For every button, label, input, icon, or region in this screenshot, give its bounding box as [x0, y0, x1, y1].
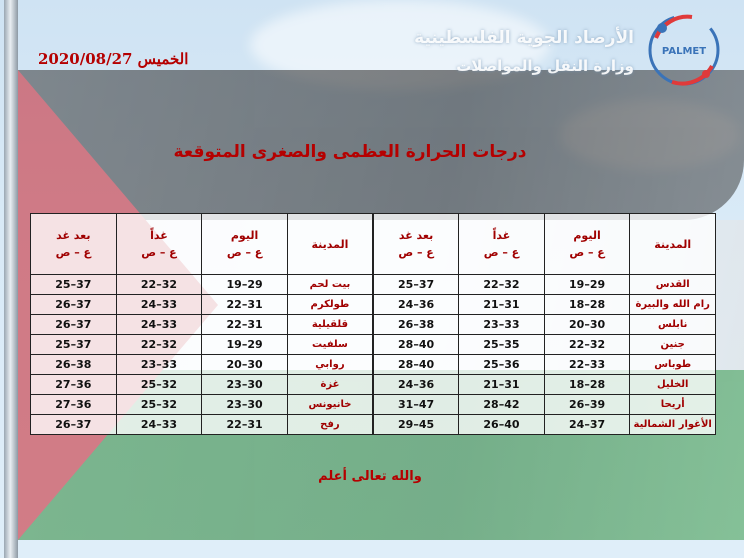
after-tomorrow-temp-cell: 36–24 [373, 375, 459, 395]
after-tomorrow-temp-cell: 37–26 [31, 415, 117, 435]
city-cell: الخليل [630, 375, 716, 395]
table-row [31, 395, 716, 415]
after-tomorrow-temp-cell: 47–31 [373, 395, 459, 415]
after-tomorrow-temp-cell: 37–26 [31, 295, 117, 315]
after-tomorrow-temp-cell: 37–25 [373, 275, 459, 295]
header-after-tomorrow: بعد غد ع – ص [373, 214, 459, 275]
table-row [31, 375, 716, 395]
temperature-table [30, 213, 716, 435]
city-cell: جنين [630, 335, 716, 355]
today-temp-cell: 30–23 [202, 395, 288, 415]
city-cell: قلقيلية [287, 315, 373, 335]
header-city: المدينة [287, 214, 373, 275]
tomorrow-temp-cell: 33–23 [116, 355, 202, 375]
after-tomorrow-temp-cell: 38–26 [31, 355, 117, 375]
city-cell: بيت لحم [287, 275, 373, 295]
tomorrow-temp-cell: 33–24 [116, 295, 202, 315]
tomorrow-temp-cell: 32–22 [116, 335, 202, 355]
tomorrow-temp-cell: 42–28 [459, 395, 545, 415]
table-row [31, 415, 716, 435]
city-cell: خانيونس [287, 395, 373, 415]
table-header-row [31, 214, 716, 275]
today-temp-cell: 32–22 [544, 335, 630, 355]
tomorrow-temp-cell: 33–24 [116, 415, 202, 435]
tomorrow-temp-cell: 35–25 [459, 335, 545, 355]
header-today: اليوم ع – ص [202, 214, 288, 275]
header-tomorrow: غداً ع – ص [459, 214, 545, 275]
city-cell: الأغوار الشمالية [630, 415, 716, 435]
header-today: اليوم ع – ص [544, 214, 630, 275]
tomorrow-temp-cell: 36–25 [459, 355, 545, 375]
after-tomorrow-temp-cell: 45–29 [373, 415, 459, 435]
table-row [31, 355, 716, 375]
tomorrow-temp-cell: 32–25 [116, 395, 202, 415]
closing-text: والله تعالى أعلم [318, 469, 422, 484]
tomorrow-temp-cell: 32–22 [459, 275, 545, 295]
city-cell: سلفيت [287, 335, 373, 355]
logo-text: PALMET [661, 46, 707, 57]
table-row [31, 335, 716, 355]
today-temp-cell: 29–19 [202, 335, 288, 355]
ministry-name: وزارة النقل والمواصلات [456, 57, 634, 75]
table-row [31, 315, 716, 335]
after-tomorrow-temp-cell: 37–25 [31, 275, 117, 295]
flag-pole [4, 0, 18, 558]
after-tomorrow-temp-cell: 40–28 [373, 335, 459, 355]
tomorrow-temp-cell: 40–26 [459, 415, 545, 435]
header-tomorrow: غداً ع – ص [116, 214, 202, 275]
city-cell: غزة [287, 375, 373, 395]
after-tomorrow-temp-cell: 40–28 [373, 355, 459, 375]
city-cell: طوباس [630, 355, 716, 375]
today-temp-cell: 33–22 [544, 355, 630, 375]
tomorrow-temp-cell: 32–25 [116, 375, 202, 395]
after-tomorrow-temp-cell: 36–27 [31, 375, 117, 395]
city-cell: نابلس [630, 315, 716, 335]
city-cell: القدس [630, 275, 716, 295]
after-tomorrow-temp-cell: 36–24 [373, 295, 459, 315]
today-temp-cell: 31–22 [202, 415, 288, 435]
today-temp-cell: 39–26 [544, 395, 630, 415]
after-tomorrow-temp-cell: 37–26 [31, 315, 117, 335]
today-temp-cell: 31–22 [202, 295, 288, 315]
today-temp-cell: 31–22 [202, 315, 288, 335]
city-cell: رام الله والبيرة [630, 295, 716, 315]
today-temp-cell: 29–19 [544, 275, 630, 295]
header-after-tomorrow: بعد غد ع – ص [31, 214, 117, 275]
city-cell: طولكرم [287, 295, 373, 315]
table-row [31, 295, 716, 315]
city-cell: أريحا [630, 395, 716, 415]
header-city: المدينة [630, 214, 716, 275]
today-temp-cell: 28–18 [544, 295, 630, 315]
page-title: درجات الحرارة العظمى والصغرى المتوقعة [173, 142, 527, 162]
today-temp-cell: 30–20 [544, 315, 630, 335]
city-cell: روابي [287, 355, 373, 375]
tomorrow-temp-cell: 31–21 [459, 295, 545, 315]
table-row [31, 275, 716, 295]
today-temp-cell: 30–20 [202, 355, 288, 375]
city-cell: رفح [287, 415, 373, 435]
today-temp-cell: 37–24 [544, 415, 630, 435]
today-temp-cell: 30–23 [202, 375, 288, 395]
after-tomorrow-temp-cell: 37–25 [31, 335, 117, 355]
today-temp-cell: 28–18 [544, 375, 630, 395]
tomorrow-temp-cell: 31–21 [459, 375, 545, 395]
today-temp-cell: 29–19 [202, 275, 288, 295]
after-tomorrow-temp-cell: 38–26 [373, 315, 459, 335]
forecast-date: الخميس 2020/08/27 [38, 50, 189, 68]
tomorrow-temp-cell: 33–24 [116, 315, 202, 335]
tomorrow-temp-cell: 32–22 [116, 275, 202, 295]
org-name: الأرصاد الجوية الفلسطينية [414, 28, 634, 48]
tomorrow-temp-cell: 33–23 [459, 315, 545, 335]
after-tomorrow-temp-cell: 36–27 [31, 395, 117, 415]
palmet-logo-icon [642, 8, 726, 92]
